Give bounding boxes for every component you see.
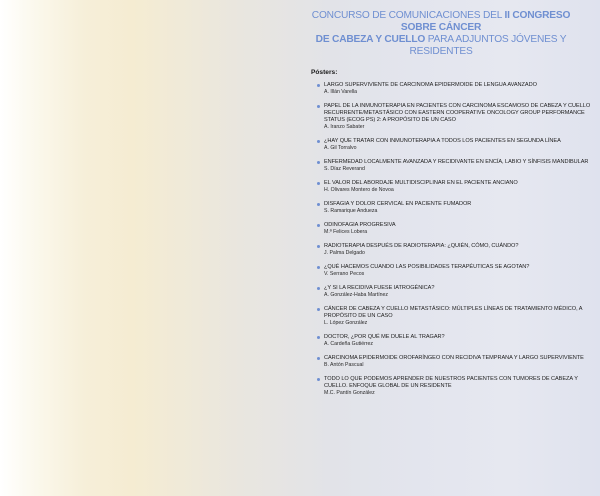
list-item [317,355,593,369]
bullet-icon [317,266,320,269]
poster-title: RADIOTERAPIA DESPUÉS DE RADIOTERAPIA: ¿QUIÉN, CÓMO, CUÁNDO? [324,243,519,249]
header-prefix: CONCURSO DE COMUNICACIONES DEL [311,10,505,21]
poster-author: L. López González [324,320,368,326]
poster-author: A. González-Haba Martínez [324,292,389,298]
poster-title: PAPEL DE LA INMUNOTERAPIA EN PACIENTES CON CARCINOMA ESCAMOSO DE CABEZA Y CUELLO RECURRENTE/METASTÁSICO CON EASTERN COOPERATIVE ONCOLOGY GROUP PERFORMANCE STATUS (ECOG PS) 2: A PROPÓSITO DE UN CASO [324,103,591,123]
poster-title: CARCINOMA EPIDERMOIDE OROFARÍNGEO CON RECIDIVA TEMPRANA Y LARGO SUPERVIVIENTE [324,355,584,361]
poster-list [317,82,593,404]
list-item [317,243,593,257]
poster-title: DOCTOR, ¿POR QUÉ ME DUELE AL TRAGAR? [324,334,445,340]
poster-title: ¿Y SI LA RECIDIVA FUESE IATROGÉNICA? [324,285,435,291]
bullet-icon [317,161,320,164]
list-item [317,306,593,327]
bullet-icon [317,224,320,227]
header-congress-title: II CONGRESO SOBRE CÁNCER [400,10,571,33]
poster-title: ODINOFAGIA PROGRESIVA [324,222,396,228]
bullet-icon [317,84,320,87]
poster-author: M.ª Felices Lobera [324,229,368,235]
poster-author: A. Cardeña Gutiérrez [324,341,374,347]
poster-title: LARGO SUPERVIVIENTE DE CARCINOMA EPIDERMOIDE DE LENGUA AVANZADO [324,82,537,88]
bullet-icon [317,203,320,206]
bullet-icon [317,140,320,143]
bullet-icon [317,336,320,339]
bullet-icon [317,105,320,108]
poster-title: EL VALOR DEL ABORDAJE MULTIDISCIPLINAR EN EL PACIENTE ANCIANO [324,180,518,186]
poster-title: CÁNCER DE CABEZA Y CUELLO METASTÁSICO: MÚLTIPLES LÍNEAS DE TRATAMIENTO MÉDICO, A PROPÓSITO DE UN CASO [324,306,583,319]
list-item [317,264,593,278]
poster-title: TODO LO QUE PODEMOS APRENDER DE NUESTROS PACIENTES CON TUMORES DE CABEZA Y CUELLO. ENFOQUE GLOBAL DE UN RESIDENTE [324,376,578,389]
bullet-icon [317,378,320,381]
bullet-icon [317,245,320,248]
poster-author: S. Díaz Reverand [324,166,365,172]
list-item [317,334,593,348]
header-congress-subject: DE CABEZA Y CUELLO [315,34,426,45]
poster-author: V. Serrano Pecos [324,271,365,277]
poster-author: S. Ramarique Andueza [324,208,378,214]
list-item [317,82,593,96]
list-item [317,222,593,236]
page-header [296,10,586,58]
poster-author: B. Antón Pascual [324,362,364,368]
list-item [317,285,593,299]
poster-author: H. Olivares Montero de Novoa [324,187,394,193]
list-item [317,138,593,152]
list-item [317,159,593,173]
poster-author: A. Iranzo Sabater [324,124,365,130]
bullet-icon [317,182,320,185]
poster-author: A. Gil Torralvo [324,145,357,151]
list-item [317,201,593,215]
poster-author: A. Illán Varella [324,89,358,95]
poster-author: J. Palma Delgado [324,250,365,256]
header-line-2 [296,34,586,58]
section-label: Pósters: [311,69,338,76]
header-suffix: PARA ADJUNTOS JÓVENES Y RESIDENTES [409,34,567,57]
bullet-icon [317,357,320,360]
list-item [317,376,593,397]
poster-title: DISFAGIA Y DOLOR CERVICAL EN PACIENTE FUMADOR [324,201,472,207]
bullet-icon [317,308,320,311]
poster-author: M.C. Pantín González [324,390,375,396]
list-item [317,103,593,131]
bullet-icon [317,287,320,290]
poster-title: ¿HAY QUE TRATAR CON INMUNOTERAPIA A TODOS LOS PACIENTES EN SEGUNDA LÍNEA [324,138,561,144]
poster-title: ENFERMEDAD LOCALMENTE AVANZADA Y RECIDIVANTE EN ENCÍA, LABIO Y SÍNFISIS MANDIBULAR [324,159,589,165]
poster-title: ¿QUÉ HACEMOS CUANDO LAS POSIBILIDADES TERAPÉUTICAS SE AGOTAN? [324,264,530,270]
header-line-1 [296,10,586,34]
list-item [317,180,593,194]
